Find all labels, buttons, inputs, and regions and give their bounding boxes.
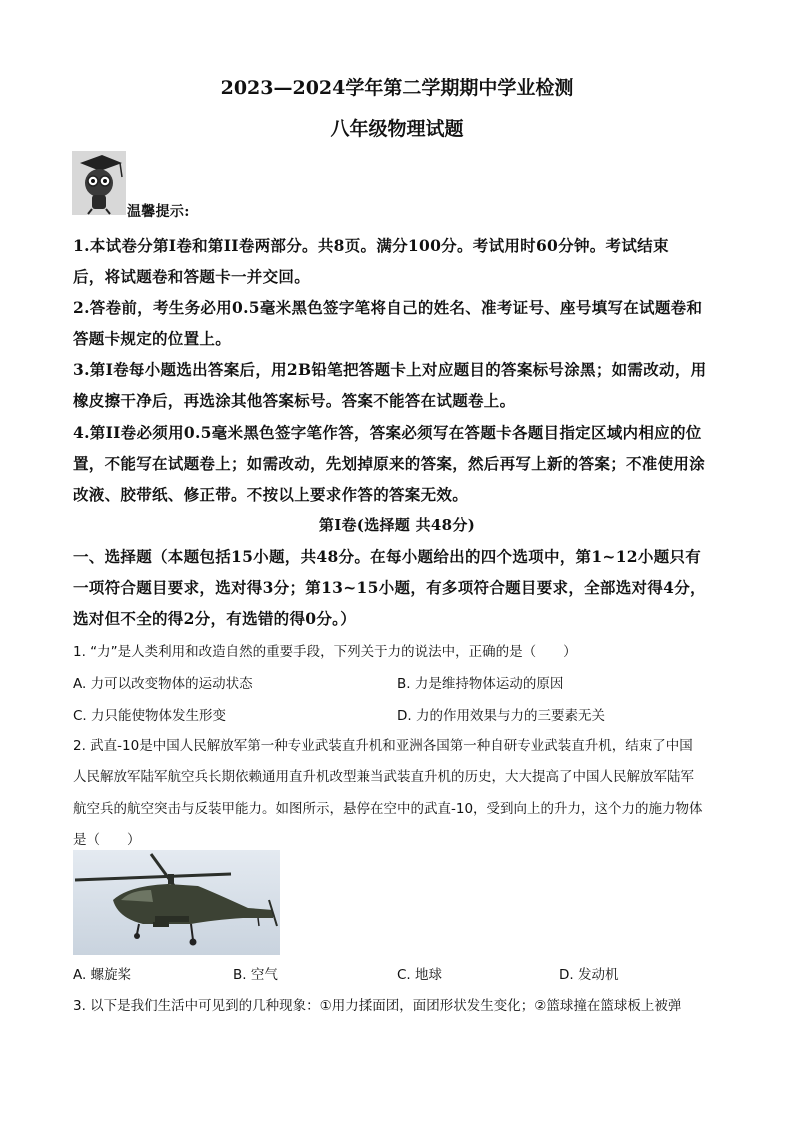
page-title: 2023—2024学年第二学期期中学业检测 bbox=[220, 77, 574, 99]
notice-line: 1.本试卷分第I卷和第II卷两部分。共8页。满分100分。考试用时60分钟。考试结束 bbox=[73, 236, 669, 255]
notice-line: 4.第II卷必须用0.5毫米黑色签字笔作答，答案必须写在答题卡各题目指定区域内相应的位 bbox=[73, 423, 702, 442]
student-mascot-icon bbox=[72, 151, 126, 215]
question-1-stem: 1. “力”是人类利用和改造自然的重要手段，下列关于力的说法中，正确的是（ ） bbox=[73, 644, 577, 660]
question-3-stem: 3. 以下是我们生活中可见到的几种现象：①用力揉面团，面团形状发生变化；②篮球撞在篮球板上被弹 bbox=[73, 998, 682, 1014]
notice-line: 橡皮擦干净后，再选涂其他答案标号。答案不能答在试题卷上。 bbox=[73, 391, 516, 410]
notice-line: 3.第I卷每小题选出答案后，用2B铅笔把答题卡上对应题目的答案标号涂黑；如需改动，用 bbox=[73, 360, 707, 379]
notice-line: 2.答卷前，考生务必用0.5毫米黑色签字笔将自己的姓名、准考证号、座号填写在试题卷和 bbox=[73, 298, 703, 317]
notice-line: 后，将试题卷和答题卡一并交回。 bbox=[73, 267, 311, 286]
question-2-option-a: A. 螺旋桨 bbox=[73, 967, 132, 983]
notice-label: 温馨提示: bbox=[127, 204, 190, 220]
question-1-option-b: B. 力是维持物体运动的原因 bbox=[397, 676, 564, 692]
question-2-stem: 航空兵的航空突击与反装甲能力。如图所示，悬停在空中的武直-10，受到向上的升力，这个力的施力物体 bbox=[73, 801, 703, 817]
question-1-option-c: C. 力只能使物体发生形变 bbox=[73, 708, 227, 724]
part1-intro: 选对但不全的得2分，有选错的得0分。） bbox=[73, 609, 357, 628]
notice-line: 置，不能写在试题卷上；如需改动，先划掉原来的答案，然后再写上新的答案；不准使用涂 bbox=[73, 454, 706, 473]
notice-line: 改液、胶带纸、修正带。不按以上要求作答的答案无效。 bbox=[73, 485, 469, 504]
question-2-stem: 人民解放军陆军航空兵长期依赖通用直升机改型兼当武装直升机的历史，大大提高了中国人民解放军陆军 bbox=[73, 769, 694, 785]
question-1-option-d: D. 力的作用效果与力的三要素无关 bbox=[397, 708, 605, 724]
part1-heading: 第I卷(选择题 共48分) bbox=[318, 516, 476, 534]
question-2-option-c: C. 地球 bbox=[397, 967, 443, 983]
part1-intro: 一、选择题（本题包括15小题，共48分。在每小题给出的四个选项中，第1~12小题只有 bbox=[73, 547, 702, 566]
notice-line: 答题卡规定的位置上。 bbox=[73, 329, 232, 348]
part1-intro: 一项符合题目要求，选对得3分；第13~15小题，有多项符合题目要求，全部选对得4分， bbox=[73, 578, 706, 597]
question-2-option-d: D. 发动机 bbox=[559, 967, 619, 983]
question-2-stem: 是（ ） bbox=[73, 832, 141, 848]
question-2-option-b: B. 空气 bbox=[233, 967, 278, 983]
question-2-stem: 2. 武直-10是中国人民解放军第一种专业武装直升机和亚洲各国第一种自研专业武装直升机，结束了中国 bbox=[73, 738, 693, 754]
helicopter-image bbox=[73, 850, 280, 955]
question-1-option-a: A. 力可以改变物体的运动状态 bbox=[73, 676, 253, 692]
page-subtitle: 八年级物理试题 bbox=[330, 118, 464, 140]
